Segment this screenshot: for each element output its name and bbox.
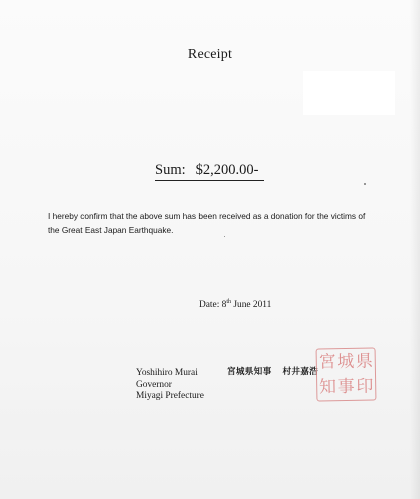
receipt-date — [199, 299, 271, 310]
seal-char: 城 — [337, 351, 355, 373]
confirmation-line-2: the Great East Japan Earthquake. — [48, 225, 174, 235]
sum-amount: $2,200.00- — [195, 162, 259, 178]
signatory-title-jp: 宮城県知事 — [227, 367, 272, 377]
signatory-name-jp: 村井嘉浩 — [282, 367, 319, 377]
confirmation-text — [48, 209, 393, 237]
sum-line — [155, 162, 258, 179]
sum-underline — [155, 180, 264, 181]
seal-char: 県 — [355, 351, 374, 372]
confirmation-line-1: I hereby confirm that the above sum has been received as a donation for the victims of — [48, 211, 366, 221]
seal-char: 知 — [318, 376, 337, 397]
date-prefix: Date: 8 — [199, 300, 227, 310]
scan-speck — [364, 183, 366, 185]
sum-label: Sum: — [155, 162, 186, 178]
seal-char: 事 — [337, 376, 355, 397]
redaction-patch — [303, 71, 395, 115]
signatory-role: Governor — [136, 379, 172, 390]
date-ordinal: th — [226, 299, 232, 305]
date-suffix: June 2011 — [231, 300, 272, 310]
signatory-name: Yoshihiro Murai — [136, 368, 198, 378]
seal-char: 宮 — [318, 352, 336, 373]
seal-char: 印 — [356, 376, 374, 397]
receipt-title: Receipt — [187, 47, 233, 62]
scan-edge-shadow — [410, 0, 420, 499]
official-seal-stamp — [316, 347, 377, 401]
signatory-block — [136, 368, 204, 403]
signatory-organization: Miyagi Prefecture — [136, 391, 204, 401]
signatory-japanese — [227, 365, 318, 377]
